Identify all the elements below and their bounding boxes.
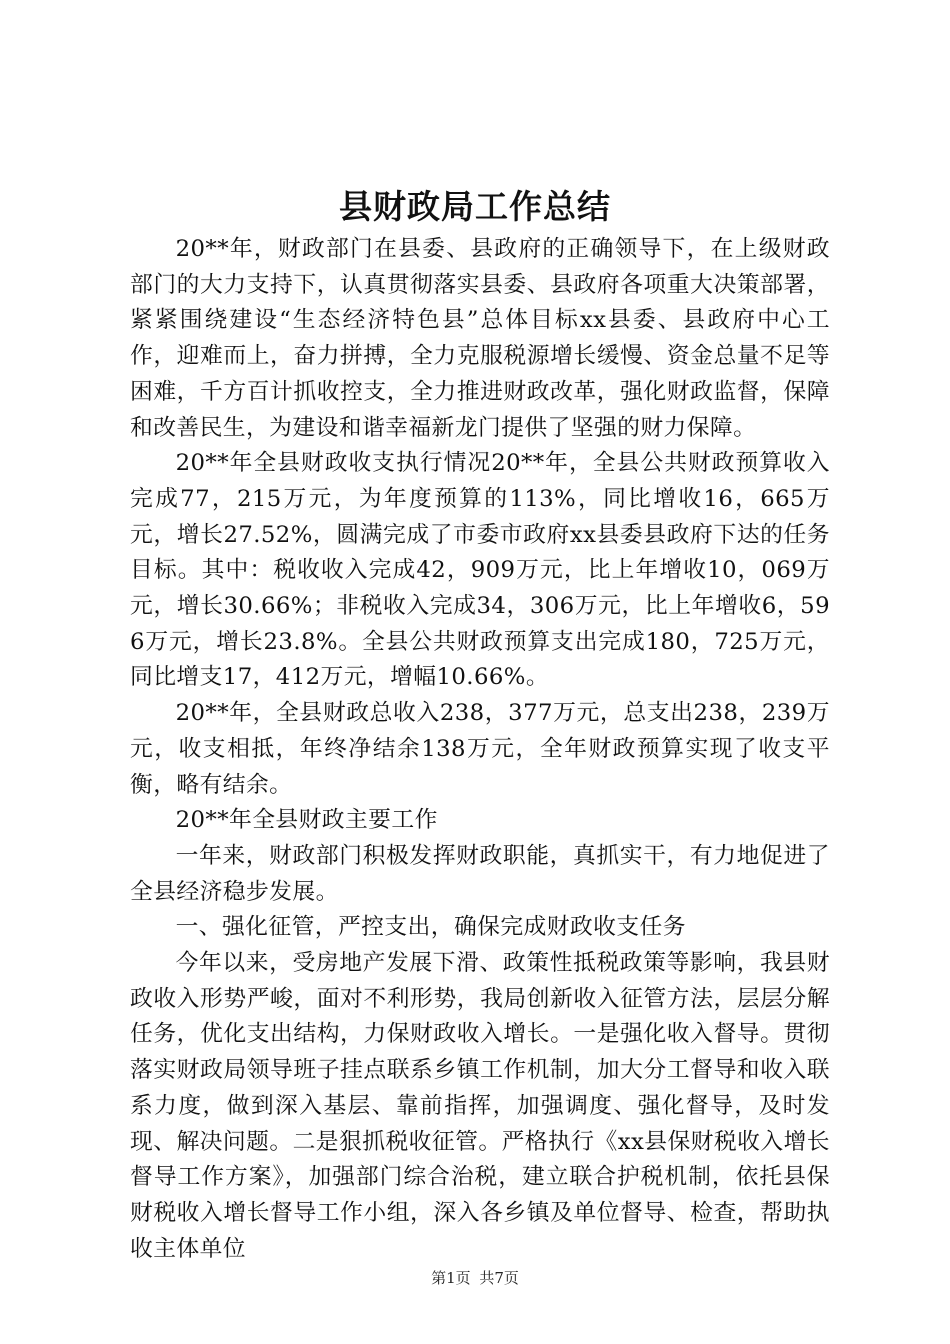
document-title: 县财政局工作总结	[339, 187, 611, 226]
section-heading-one: 一、强化征管，严控支出，确保完成财政收支任务	[175, 914, 686, 941]
page-number: 第1页	[431, 1269, 471, 1287]
document-body	[130, 232, 830, 1267]
paragraph-overview: 一年来，财政部门积极发挥财政职能，真抓实干，有力地促进了全县经济稳步发展。	[130, 842, 830, 905]
paragraph-total-balance: 20**年，全县财政总收入238，377万元，总支出238，239万元，收支相抵，年终净结余138万元，全年财政预算实现了收支平衡，略有结余。	[130, 700, 830, 798]
paragraph-revenue-execution: 20**年全县财政收支执行情况20**年，全县公共财政预算收入完成77，215万元，为年度预算的113%，同比增收16，665万元，增长27.52%，圆满完成了市委市政府xx县委县政府下达的任务目标。其中：税收收入完成42，909万元，比上年增收10，069万元，增长30.66%；非税收入完成34，306万元，比上年增收6，596万元，增长23.8%。全县公共财政预算支出完成180，725万元，同比增支17，412万元，增幅10.66%。	[130, 450, 830, 691]
paragraph-collection-management: 今年以来，受房地产发展下滑、政策性抵税政策等影响，我县财政收入形势严峻，面对不利形势，我局创新收入征管方法，层层分解任务，优化支出结构，力保财政收入增长。一是强化收入督导。贯彻落实财政局领导班子挂点联系乡镇工作机制，加大分工督导和收入联系力度，做到深入基层、靠前指挥，加强调度、强化督导，及时发现、解决问题。二是狠抓税收征管。严格执行《xx县保财税收入增长督导工作方案》，加强部门综合治税，建立联合护税机制，依托县保财税收入增长督导工作小组，深入各乡镇及单位督导、检查，帮助执收主体单位	[130, 950, 830, 1262]
section-heading-main-work: 20**年全县财政主要工作	[175, 807, 438, 834]
page-total: 共7页	[479, 1269, 519, 1287]
paragraph-intro: 20**年，财政部门在县委、县政府的正确领导下，在上级财政部门的大力支持下，认真贯彻落实县委、县政府各项重大决策部署，紧紧围绕建设“生态经济特色县”总体目标xx县委、县政府中心工作，迎难而上，奋力拼搏，全力克服税源增长缓慢、资金总量不足等困难，千方百计抓收控支，全力推进财政改革，强化财政监督，保障和改善民生，为建设和谐幸福新龙门提供了坚强的财力保障。	[130, 236, 830, 441]
page-footer	[0, 1268, 950, 1288]
